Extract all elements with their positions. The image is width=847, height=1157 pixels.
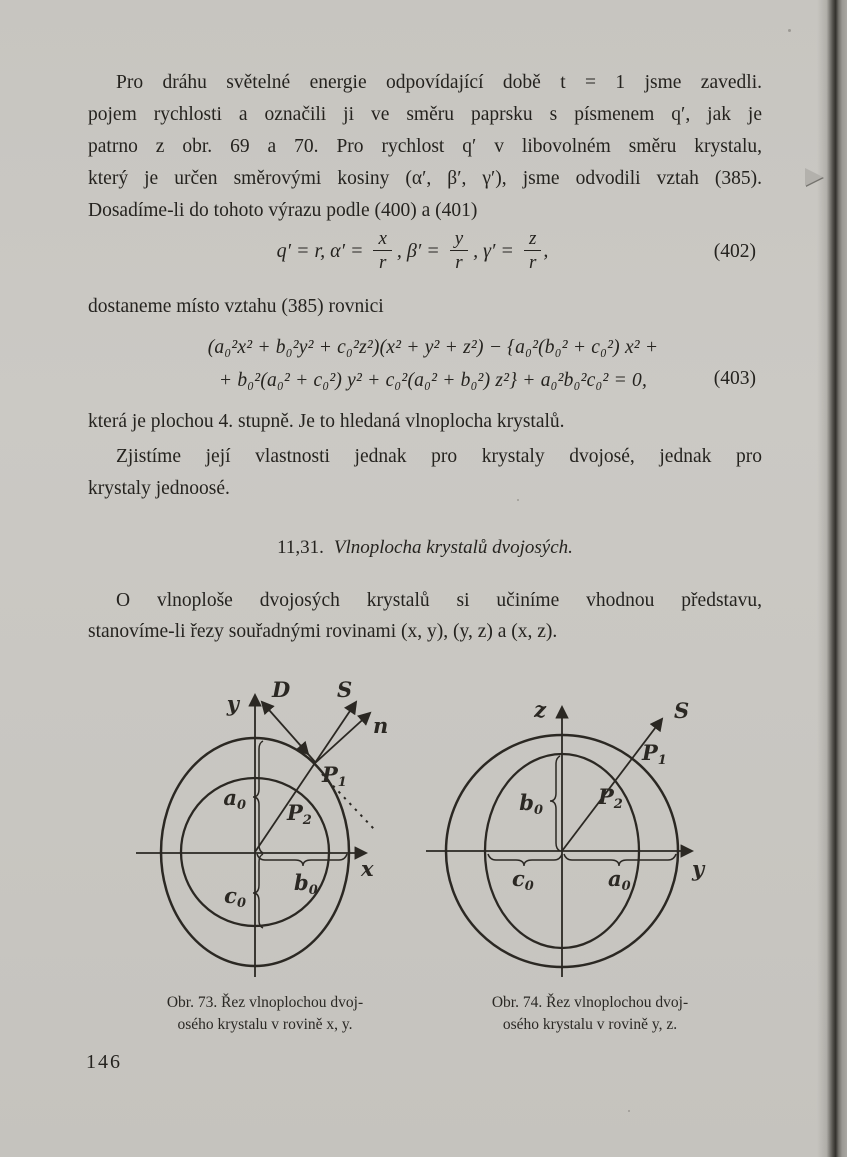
d-label: D (272, 677, 291, 702)
text-line: Pro dráhu světelné energie odpovídající době t = 1 jsme zavedli. (116, 72, 762, 93)
c0-label: c0 (512, 866, 534, 894)
paper-speck (788, 29, 791, 32)
brace-a0 (564, 854, 676, 866)
caption-figure-73 (130, 992, 400, 1036)
figure-73-wave-surface-xy (130, 672, 400, 985)
paragraph-intro (88, 67, 762, 227)
normal-n-arrow (314, 713, 370, 764)
text-line: dostaneme místo vztahu (385) rovnici (88, 296, 384, 317)
equation-term: , (543, 239, 549, 262)
caption-line: osého krystalu v rovině y, z. (502, 1016, 678, 1033)
z-axis-label: z (534, 697, 546, 722)
p2-label: P2 (598, 784, 623, 812)
caption-line: osého krystalu v rovině x, y. (177, 1016, 353, 1033)
text-line: pojem rychlosti a označili ji ve směru paprsku s písmenem q′, jak je (88, 104, 762, 125)
x-axis-label: x (361, 856, 374, 881)
fraction-y-r: $\frac{y}{r}$ (450, 229, 468, 272)
text-line: krystaly jednoosé. (88, 478, 230, 499)
brace-b0 (550, 756, 560, 851)
text-line: O vlnoploše dvojosých krystalů si učiníme vhodnou představu, (116, 590, 762, 611)
p2-label: P2 (287, 800, 312, 828)
equation-line: + b₀²(a₀² + c₀²) y² + c₀²(a₀² + b₀²) z²} + a₀²b₀²c₀² = 0, (218, 370, 648, 391)
text-line: který je určen směrovými kosiny (α′, β′, γ′), jsme odvodili vztah (385). (88, 168, 762, 189)
s-label: S (337, 677, 353, 702)
fraction-z-r: $\frac{z}{r}$ (524, 229, 541, 272)
c0-label: c0 (224, 883, 246, 911)
page-edge-notch (805, 168, 823, 186)
y-axis-label: y (692, 856, 705, 881)
a0-label: a0 (223, 785, 246, 813)
brace-b0 (257, 854, 347, 866)
p1-label: P1 (322, 762, 347, 790)
text-line: stanovíme-li řezy souřadnými rovinami (x, y), (y, z) a (x, z). (88, 621, 558, 642)
section-title: Vlnoplocha krystalů dvojosých. (333, 537, 573, 558)
text-line: patrno z obr. 69 a 70. Pro rychlost q′ v libovolném směru krystalu, (88, 136, 762, 157)
section-heading (88, 537, 762, 559)
y-axis-label: y (226, 691, 239, 716)
equation-term: , γ′ = (473, 239, 514, 262)
equation-402 (88, 227, 762, 279)
s-label: S (674, 698, 690, 723)
paragraph-plan (88, 441, 762, 505)
section-number: 11,31. (277, 537, 324, 558)
n-label: n (373, 713, 389, 738)
paper-speck (628, 1110, 630, 1112)
equation-403 (88, 331, 762, 401)
equation-term: q′ = r, α′ = (276, 239, 364, 262)
paper-speck (517, 499, 519, 501)
equation-line: (a₀²x² + b₀²y² + c₀²z²)(x² + y² + z²) − {a₀²(b₀² + c₀²) x² + (207, 337, 659, 358)
caption-line: Obr. 73. Řez vlnoplochou dvoj- (166, 994, 364, 1011)
b0-label: b0 (519, 790, 543, 818)
p1-label: P1 (642, 740, 667, 768)
b0-label: b0 (294, 870, 318, 898)
brace-c0 (488, 854, 562, 866)
a0-label: a0 (608, 866, 631, 894)
caption-line: Obr. 74. Řez vlnoplochou dvoj- (491, 994, 689, 1011)
text-line: Dosadíme-li do tohoto výrazu podle (400) a (401) (88, 200, 478, 221)
text-line: Zjistíme její vlastnosti jednak pro krystaly dvojosé, jednak pro (116, 446, 762, 467)
paragraph-result (88, 406, 762, 438)
paragraph-sections-intro (88, 585, 762, 647)
paragraph-connective (88, 291, 762, 323)
equation-number: (403) (713, 368, 756, 389)
text-line: která je plochou 4. stupně. Je to hledaná vlnoplocha krystalů. (88, 411, 565, 432)
figure-74-wave-surface-yz (415, 678, 730, 988)
caption-figure-74 (440, 992, 740, 1036)
fraction-x-r: $\frac{x}{r}$ (373, 229, 391, 272)
page-number: 146 (86, 1051, 122, 1073)
equation-term: , β′ = (396, 239, 440, 262)
equation-number: (402) (713, 241, 756, 262)
